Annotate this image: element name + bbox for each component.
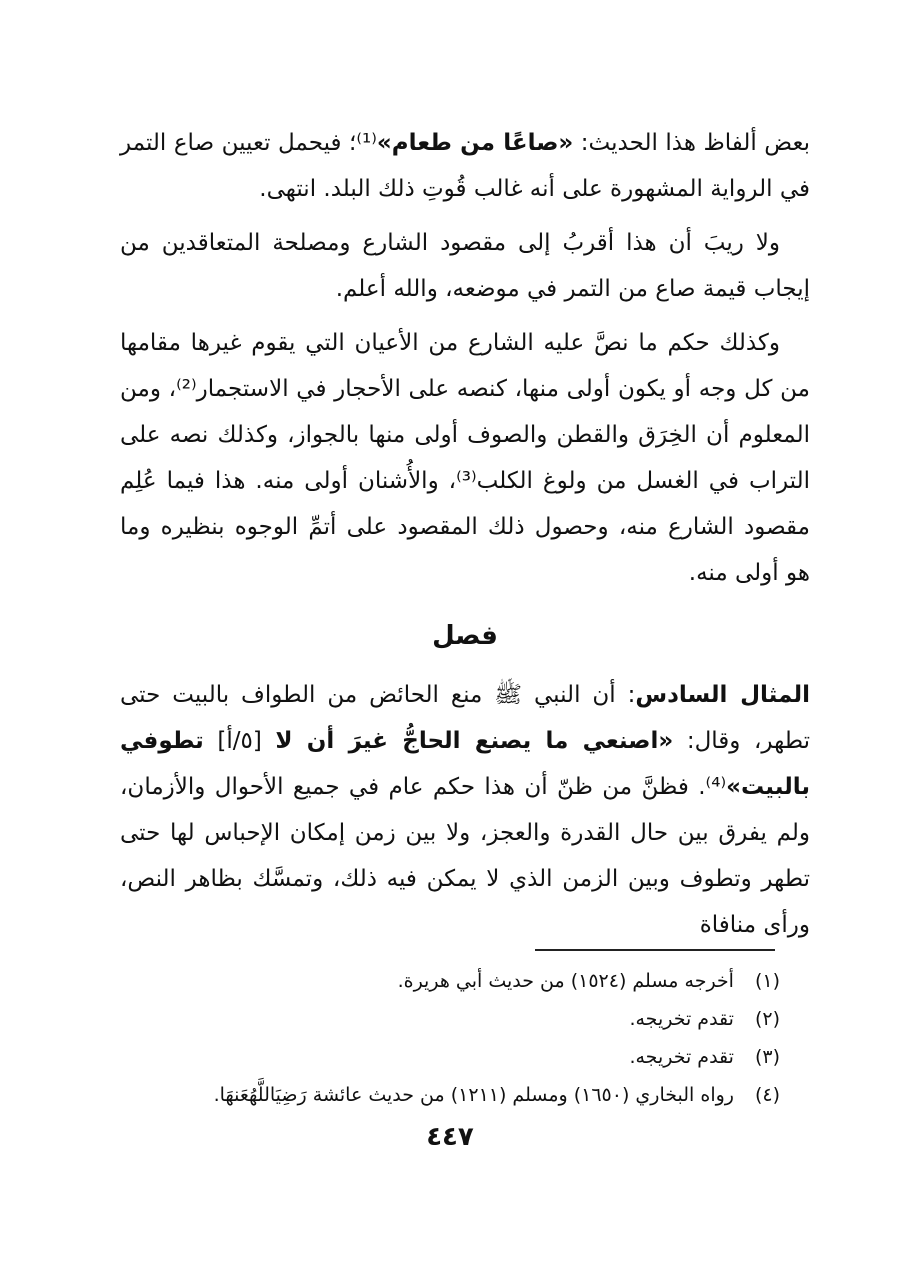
text-segment: فظنَّ من ظنّ أن هذا حكم عام في جميع الأحوال والأزمان، ولم يفرق بين — [120, 774, 811, 846]
paragraph — [120, 220, 810, 312]
text-segment: وبين الزمن الذي لا يمكن فيه ذلك، وتمسَّك بظاهر النص، ورأى منافاة — [120, 866, 810, 938]
paragraph — [120, 320, 810, 596]
text-segment: ومن المعلوم أن الخِرَق والقطن والصوف أولى منها بالجواز، وكذلك نصه — [120, 376, 810, 448]
text-segment: حال القدرة والعجز، ولا بين زمن إمكان الإحباس لها حتى تطهر وتطوف — [120, 820, 810, 892]
footnote-text: أخرجه مسلم (١٥٢٤) من حديث أبي هريرة. — [397, 970, 734, 992]
footnote-number: (١) — [754, 970, 780, 992]
footnote-text: تقدم تخريجه. — [629, 1008, 734, 1030]
text-segment: وكذلك حكم ما نصَّ عليه الشارع من الأعيان التي يقوم غيرها مقامها — [120, 330, 780, 356]
paragraph — [120, 672, 810, 948]
text-segment: بعض ألفاظ هذا الحديث: — [573, 130, 810, 156]
text-segment: وما هو أولى منه. — [120, 514, 810, 586]
footnote-number: (٢) — [754, 1008, 780, 1030]
footnote-item — [200, 1038, 780, 1076]
paragraph — [120, 120, 810, 212]
footnote-number: (٣) — [754, 1046, 780, 1068]
footnote-divider — [535, 949, 775, 951]
text-segment: في الرواية المشهورة على أنه غالب قُوتِ ذلك البلد. انتهى. — [259, 176, 810, 202]
page-body — [120, 120, 810, 956]
text-segment: من كل وجه أو يكون أولى منها، كنصه على الأحجار في الاستجمار⁽²⁾، — [168, 376, 810, 402]
text-segment: تطهر، وقال: — [673, 728, 810, 754]
footnote-text: رواه البخاري (١٦٥٠) ومسلم (١٢١١) من حديث عائشة رَضِيَاللَّهُعَنهَا. — [213, 1084, 734, 1106]
footnote-text: تقدم تخريجه. — [629, 1046, 734, 1068]
page-number: ٤٤٧ — [426, 1122, 474, 1152]
footnote-item — [200, 1076, 780, 1114]
footnotes — [200, 962, 780, 1114]
text-segment: على التراب في الغسل من ولوغ الكلب⁽³⁾، والأُشنان أولى منه. هذا فيما — [120, 422, 811, 494]
text-segment: ⁽⁴⁾. — [698, 774, 727, 800]
text-segment: إيجاب قيمة صاع من التمر في موضعه، والله أعلم. — [335, 276, 810, 302]
text-segment: عُلِم مقصود الشارع منه، وحصول ذلك المقصود على أتمِّ الوجوه بنظيره — [120, 468, 811, 540]
section-heading: فصل — [432, 621, 498, 651]
text-segment: [٥/أ] — [203, 728, 276, 754]
body-text-block-1 — [120, 120, 810, 596]
text-segment: ولا ريبَ أن هذا أقربُ إلى مقصود الشارع ومصلحة المتعاقدين من — [120, 230, 780, 256]
footnote-item — [200, 962, 780, 1000]
bold-text-segment: المثال السادس — [635, 682, 810, 708]
footnote-number: (٤) — [754, 1084, 780, 1106]
bold-text-segment: تطوفي بالبيت» — [120, 728, 810, 800]
bold-text-segment: «صاعًا من طعام» — [376, 130, 574, 156]
text-segment: ⁽¹⁾؛ فيحمل تعيين صاع التمر — [120, 130, 377, 156]
footnote-item — [200, 1000, 780, 1038]
bold-text-segment: «اصنعي ما يصنع الحاجُّ غيرَ أن لا — [275, 728, 674, 754]
text-segment: : أن النبي ﷺ منع الحائض من الطواف بالبيت حتى — [120, 682, 636, 708]
body-text-block-2 — [120, 672, 810, 948]
